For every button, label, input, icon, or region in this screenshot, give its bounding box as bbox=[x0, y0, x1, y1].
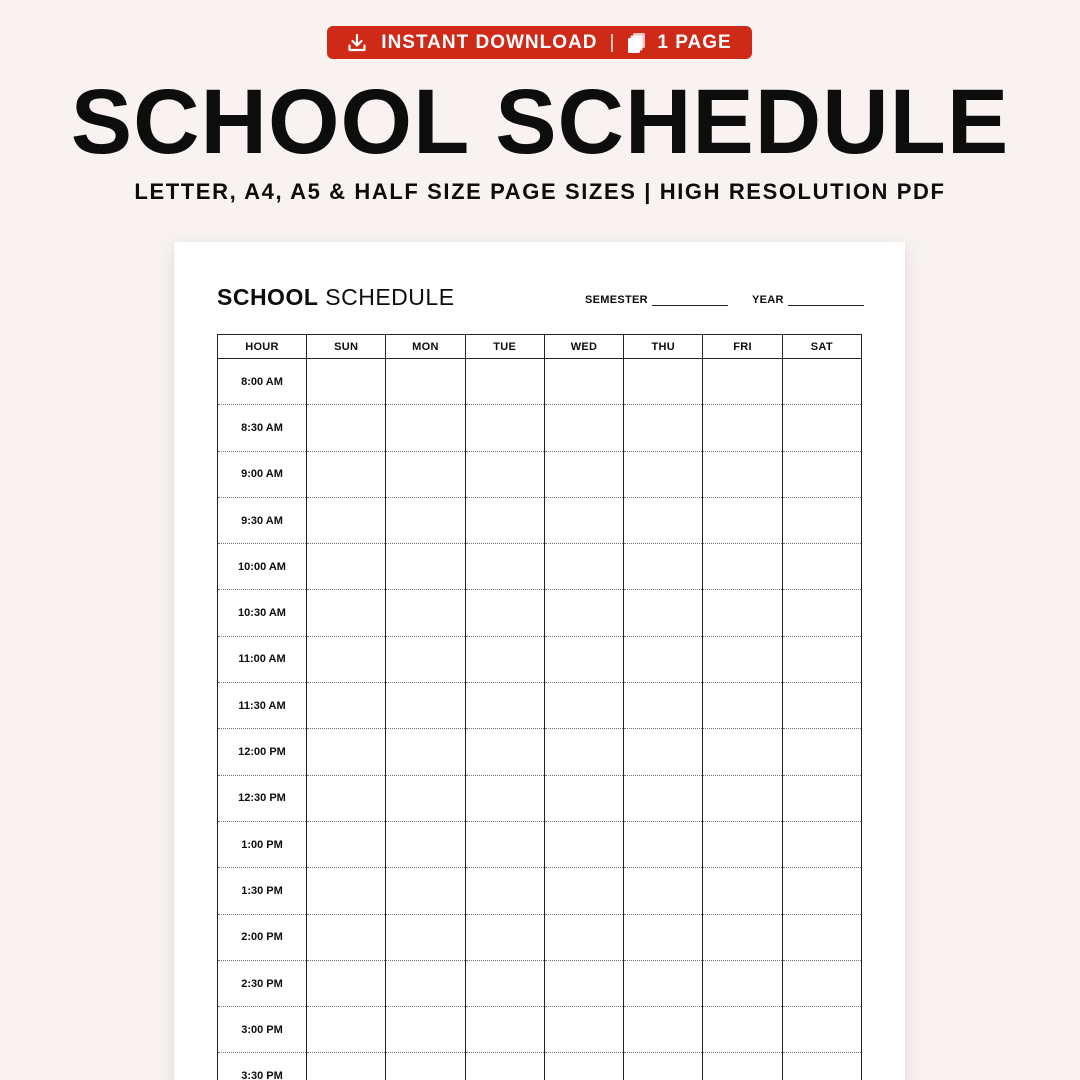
schedule-cell bbox=[465, 960, 544, 1006]
schedule-cell bbox=[465, 544, 544, 590]
year-field bbox=[752, 294, 864, 306]
schedule-row bbox=[218, 821, 862, 867]
hour-cell: 2:00 PM bbox=[218, 914, 307, 960]
schedule-cell bbox=[703, 1053, 782, 1080]
schedule-cell bbox=[624, 405, 703, 451]
schedule-cell bbox=[544, 497, 623, 543]
schedule-cell bbox=[307, 590, 386, 636]
schedule-cell bbox=[703, 636, 782, 682]
schedule-cell bbox=[307, 359, 386, 405]
hour-cell: 2:30 PM bbox=[218, 960, 307, 1006]
schedule-cell bbox=[465, 729, 544, 775]
schedule-cell bbox=[307, 821, 386, 867]
schedule-cell bbox=[307, 544, 386, 590]
schedule-cell bbox=[465, 868, 544, 914]
schedule-cell bbox=[782, 359, 861, 405]
download-icon bbox=[347, 33, 367, 53]
schedule-row bbox=[218, 1053, 862, 1080]
schedule-cell bbox=[307, 914, 386, 960]
schedule-row bbox=[218, 544, 862, 590]
schedule-cell bbox=[703, 405, 782, 451]
schedule-row bbox=[218, 405, 862, 451]
hour-cell: 3:00 PM bbox=[218, 1007, 307, 1053]
sheet-title-light: SCHEDULE bbox=[325, 284, 455, 310]
schedule-cell bbox=[386, 359, 465, 405]
schedule-cell bbox=[703, 868, 782, 914]
schedule-cell bbox=[782, 544, 861, 590]
schedule-cell bbox=[544, 868, 623, 914]
schedule-cell bbox=[624, 914, 703, 960]
schedule-cell bbox=[544, 359, 623, 405]
schedule-cell bbox=[386, 914, 465, 960]
col-wed: WED bbox=[544, 335, 623, 359]
schedule-cell bbox=[703, 683, 782, 729]
schedule-cell bbox=[544, 590, 623, 636]
schedule-body bbox=[218, 359, 862, 1080]
sheet-title-bold: SCHOOL bbox=[217, 284, 319, 310]
schedule-cell bbox=[544, 914, 623, 960]
schedule-cell bbox=[544, 683, 623, 729]
hour-cell: 12:30 PM bbox=[218, 775, 307, 821]
schedule-row bbox=[218, 868, 862, 914]
schedule-cell bbox=[624, 544, 703, 590]
schedule-cell bbox=[544, 451, 623, 497]
schedule-cell bbox=[624, 451, 703, 497]
schedule-cell bbox=[782, 451, 861, 497]
header-row bbox=[218, 335, 862, 359]
schedule-row bbox=[218, 729, 862, 775]
schedule-cell bbox=[782, 914, 861, 960]
schedule-cell bbox=[782, 636, 861, 682]
schedule-cell bbox=[703, 775, 782, 821]
schedule-cell bbox=[465, 1007, 544, 1053]
schedule-cell bbox=[782, 960, 861, 1006]
schedule-row bbox=[218, 497, 862, 543]
schedule-cell bbox=[386, 960, 465, 1006]
schedule-cell bbox=[624, 868, 703, 914]
schedule-cell bbox=[703, 497, 782, 543]
schedule-cell bbox=[703, 1007, 782, 1053]
instant-download-badge bbox=[327, 26, 752, 59]
col-hour: HOUR bbox=[218, 335, 307, 359]
schedule-cell bbox=[307, 775, 386, 821]
semester-field bbox=[585, 294, 728, 306]
schedule-cell bbox=[624, 775, 703, 821]
schedule-cell bbox=[703, 359, 782, 405]
schedule-cell bbox=[703, 544, 782, 590]
schedule-cell bbox=[307, 636, 386, 682]
schedule-cell bbox=[624, 1007, 703, 1053]
schedule-cell bbox=[544, 636, 623, 682]
col-sat: SAT bbox=[782, 335, 861, 359]
schedule-cell bbox=[544, 1053, 623, 1080]
schedule-cell bbox=[782, 729, 861, 775]
schedule-cell bbox=[703, 729, 782, 775]
schedule-cell bbox=[465, 636, 544, 682]
download-label: INSTANT DOWNLOAD bbox=[381, 31, 598, 53]
col-thu: THU bbox=[624, 335, 703, 359]
schedule-row bbox=[218, 960, 862, 1006]
schedule-cell bbox=[386, 1053, 465, 1080]
schedule-cell bbox=[544, 1007, 623, 1053]
hour-cell: 3:30 PM bbox=[218, 1053, 307, 1080]
schedule-cell bbox=[544, 729, 623, 775]
schedule-cell bbox=[782, 1007, 861, 1053]
schedule-cell bbox=[386, 821, 465, 867]
schedule-row bbox=[218, 451, 862, 497]
schedule-cell bbox=[386, 729, 465, 775]
schedule-row bbox=[218, 636, 862, 682]
col-mon: MON bbox=[386, 335, 465, 359]
schedule-row bbox=[218, 1007, 862, 1053]
schedule-cell bbox=[465, 590, 544, 636]
schedule-cell bbox=[465, 497, 544, 543]
hour-cell: 10:30 AM bbox=[218, 590, 307, 636]
hour-cell: 12:00 PM bbox=[218, 729, 307, 775]
schedule-cell bbox=[307, 497, 386, 543]
schedule-cell bbox=[307, 1053, 386, 1080]
semester-line bbox=[652, 295, 728, 306]
schedule-cell bbox=[386, 451, 465, 497]
schedule-cell bbox=[465, 914, 544, 960]
schedule-cell bbox=[307, 683, 386, 729]
schedule-cell bbox=[703, 451, 782, 497]
col-fri: FRI bbox=[703, 335, 782, 359]
schedule-cell bbox=[624, 497, 703, 543]
schedule-cell bbox=[386, 497, 465, 543]
schedule-cell bbox=[307, 729, 386, 775]
schedule-cell bbox=[307, 960, 386, 1006]
schedule-cell bbox=[782, 683, 861, 729]
schedule-table bbox=[217, 334, 862, 1080]
schedule-cell bbox=[465, 405, 544, 451]
schedule-cell bbox=[307, 405, 386, 451]
schedule-row bbox=[218, 359, 862, 405]
schedule-cell bbox=[544, 821, 623, 867]
hour-cell: 11:00 AM bbox=[218, 636, 307, 682]
hour-cell: 10:00 AM bbox=[218, 544, 307, 590]
schedule-cell bbox=[307, 451, 386, 497]
schedule-cell bbox=[624, 729, 703, 775]
schedule-cell bbox=[703, 960, 782, 1006]
schedule-row bbox=[218, 683, 862, 729]
semester-label: SEMESTER bbox=[585, 294, 648, 306]
hour-cell: 9:30 AM bbox=[218, 497, 307, 543]
schedule-cell bbox=[544, 960, 623, 1006]
schedule-cell bbox=[624, 359, 703, 405]
year-label: YEAR bbox=[752, 294, 784, 306]
hour-cell: 8:00 AM bbox=[218, 359, 307, 405]
schedule-cell bbox=[465, 1053, 544, 1080]
schedule-cell bbox=[386, 1007, 465, 1053]
schedule-cell bbox=[386, 636, 465, 682]
schedule-cell bbox=[624, 821, 703, 867]
schedule-cell bbox=[703, 590, 782, 636]
schedule-cell bbox=[465, 451, 544, 497]
schedule-row bbox=[218, 914, 862, 960]
col-tue: TUE bbox=[465, 335, 544, 359]
schedule-row bbox=[218, 590, 862, 636]
hour-cell: 1:30 PM bbox=[218, 868, 307, 914]
schedule-cell bbox=[624, 1053, 703, 1080]
schedule-cell bbox=[307, 868, 386, 914]
hour-cell: 1:00 PM bbox=[218, 821, 307, 867]
schedule-cell bbox=[782, 497, 861, 543]
schedule-cell bbox=[544, 775, 623, 821]
year-line bbox=[788, 295, 864, 306]
schedule-cell bbox=[624, 636, 703, 682]
schedule-cell bbox=[782, 590, 861, 636]
schedule-row bbox=[218, 775, 862, 821]
schedule-cell bbox=[386, 775, 465, 821]
hour-cell: 8:30 AM bbox=[218, 405, 307, 451]
schedule-cell bbox=[782, 868, 861, 914]
schedule-cell bbox=[782, 821, 861, 867]
schedule-cell bbox=[624, 960, 703, 1006]
schedule-cell bbox=[465, 683, 544, 729]
schedule-cell bbox=[703, 914, 782, 960]
schedule-cell bbox=[307, 1007, 386, 1053]
schedule-cell bbox=[465, 775, 544, 821]
sheet-title bbox=[217, 284, 455, 311]
schedule-cell bbox=[782, 1053, 861, 1080]
hour-cell: 11:30 AM bbox=[218, 683, 307, 729]
schedule-cell bbox=[386, 405, 465, 451]
schedule-cell bbox=[703, 821, 782, 867]
schedule-cell bbox=[624, 590, 703, 636]
schedule-cell bbox=[544, 405, 623, 451]
schedule-cell bbox=[465, 359, 544, 405]
schedule-cell bbox=[465, 821, 544, 867]
schedule-cell bbox=[782, 405, 861, 451]
pages-label: 1 PAGE bbox=[657, 31, 732, 53]
hour-cell: 9:00 AM bbox=[218, 451, 307, 497]
main-title: SCHOOL SCHEDULE bbox=[70, 71, 1010, 173]
schedule-cell bbox=[386, 683, 465, 729]
col-sun: SUN bbox=[307, 335, 386, 359]
schedule-sheet bbox=[174, 242, 905, 1080]
schedule-cell bbox=[544, 544, 623, 590]
subtitle: LETTER, A4, A5 & HALF SIZE PAGE SIZES | HIGH RESOLUTION PDF bbox=[134, 179, 946, 204]
schedule-cell bbox=[782, 775, 861, 821]
schedule-cell bbox=[386, 590, 465, 636]
schedule-cell bbox=[386, 544, 465, 590]
badge-separator: | bbox=[609, 31, 616, 53]
schedule-cell bbox=[386, 868, 465, 914]
pages-icon bbox=[627, 32, 647, 54]
schedule-cell bbox=[624, 683, 703, 729]
